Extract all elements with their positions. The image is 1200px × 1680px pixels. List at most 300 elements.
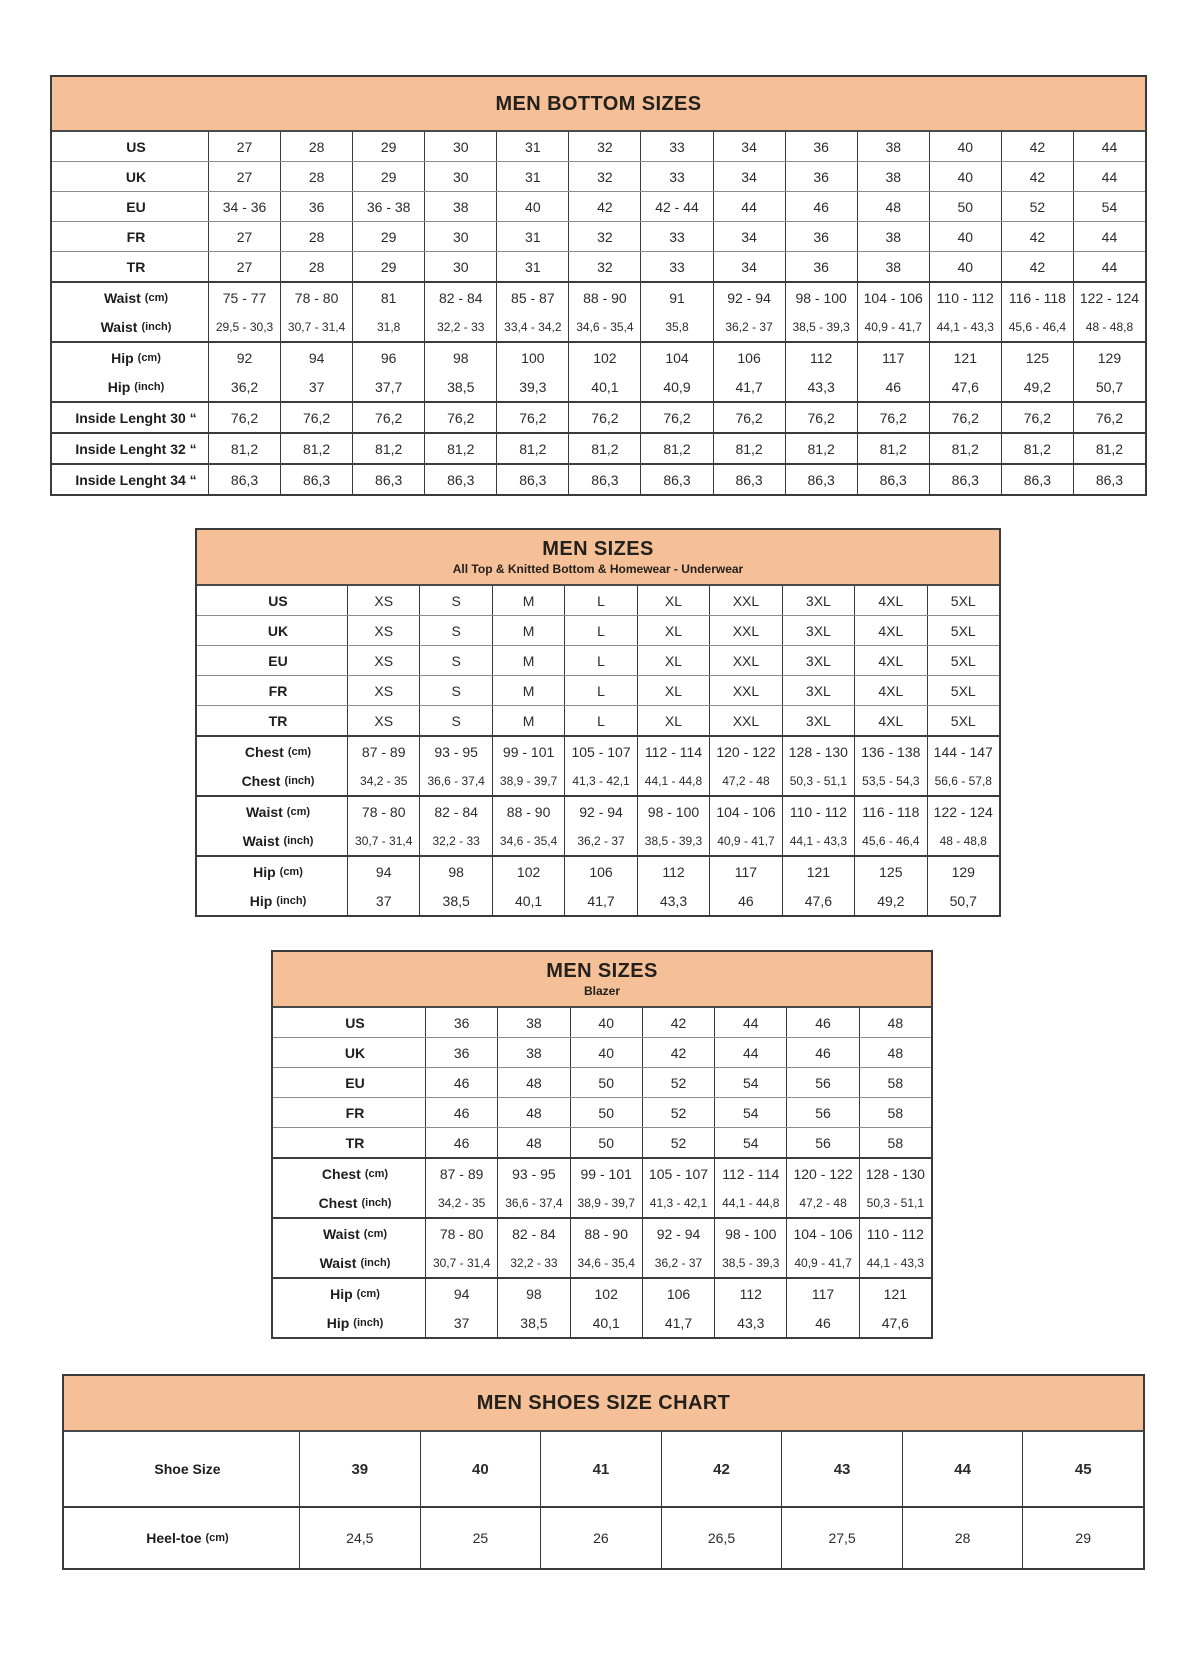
table-cell: 46: [786, 1038, 858, 1067]
row-label-text: EU: [126, 198, 146, 215]
men-shoes-size-chart-header: [64, 1376, 1143, 1432]
table-cell: 34 - 36: [208, 192, 280, 221]
table-cell: 48: [497, 1098, 569, 1127]
table-cell: 88 - 90: [492, 797, 564, 826]
table-cell: 56: [786, 1098, 858, 1127]
table-cell: 46: [857, 372, 929, 401]
table-cell: 86,3: [568, 465, 640, 494]
table-cell: 76,2: [1001, 403, 1073, 432]
row-group: [64, 1432, 1143, 1506]
table-cell: 86,3: [424, 465, 496, 494]
row-label: [52, 222, 208, 251]
men-bottom-sizes-table: [50, 75, 1147, 496]
table-cell: 112 - 114: [714, 1159, 786, 1188]
table-cell: 48 - 48,8: [927, 826, 999, 855]
row-label-text: Waist: [322, 1225, 360, 1242]
table-cell: 42: [1001, 162, 1073, 191]
table-cell: 100: [496, 343, 568, 372]
table-row: [64, 1432, 1143, 1506]
table-cell: 88 - 90: [570, 1219, 642, 1248]
table-cell: 54: [714, 1128, 786, 1157]
table-cell: XXL: [709, 676, 781, 705]
men-sizes-tops-subtitle: All Top & Knitted Bottom & Homewear - Underwear: [452, 562, 744, 576]
table-cell: 40,1: [492, 886, 564, 915]
table-cell: 44: [714, 1038, 786, 1067]
table-cell: 41,7: [713, 372, 785, 401]
row-label-text: Hip: [253, 863, 276, 880]
table-cell: 38: [857, 132, 929, 161]
row-label-text: TR: [268, 712, 288, 729]
table-cell: 76,2: [568, 403, 640, 432]
table-cell: 44,1 - 43,3: [859, 1248, 931, 1277]
row-label: [52, 312, 208, 341]
row-label-unit: (inch): [360, 1256, 391, 1269]
table-cell: 82 - 84: [419, 797, 491, 826]
row-label-text: Waist: [242, 832, 280, 849]
row-label: [64, 1508, 299, 1568]
table-cell: 45: [1022, 1432, 1143, 1506]
table-cell: 45,6 - 46,4: [854, 826, 926, 855]
table-cell: L: [564, 646, 636, 675]
row-label: [52, 372, 208, 401]
table-cell: 28: [280, 222, 352, 251]
men-bottom-sizes-title: MEN BOTTOM SIZES: [495, 92, 702, 115]
table-cell: 44: [1073, 222, 1145, 251]
row-group: [273, 1097, 931, 1127]
table-cell: 78 - 80: [280, 283, 352, 312]
table-row: [52, 343, 1145, 372]
table-row: [52, 403, 1145, 432]
table-cell: 30: [424, 162, 496, 191]
table-cell: M: [492, 676, 564, 705]
table-cell: 99 - 101: [570, 1159, 642, 1188]
row-label-text: Chest: [321, 1165, 361, 1182]
table-cell: 36,2 - 37: [713, 312, 785, 341]
men-sizes-tops-header: [197, 530, 999, 586]
table-cell: 91: [640, 283, 712, 312]
table-cell: 81,2: [424, 434, 496, 463]
table-cell: 76,2: [640, 403, 712, 432]
table-cell: 32,2 - 33: [424, 312, 496, 341]
row-group: [273, 1157, 931, 1217]
table-cell: 99 - 101: [492, 737, 564, 766]
row-label: [273, 1188, 425, 1217]
row-label: [197, 826, 347, 855]
table-cell: 48: [859, 1038, 931, 1067]
table-row: [197, 646, 999, 675]
row-label-unit: (inch): [276, 894, 307, 907]
row-label-text: TR: [345, 1134, 365, 1151]
table-row: [273, 1008, 931, 1037]
table-cell: 40: [929, 162, 1001, 191]
table-cell: XL: [637, 676, 709, 705]
men-sizes-blazer-title: MEN SIZES: [546, 960, 658, 982]
table-cell: 122 - 124: [1073, 283, 1145, 312]
table-cell: 27: [208, 162, 280, 191]
table-cell: 58: [859, 1068, 931, 1097]
row-label-text: Heel-toe: [146, 1530, 202, 1546]
row-group: [197, 705, 999, 735]
row-label-text: UK: [125, 168, 147, 185]
row-label-text: Inside Lenght 30 “: [75, 409, 197, 426]
table-cell: 44: [1073, 162, 1145, 191]
table-cell: 76,2: [352, 403, 424, 432]
table-cell: 38,9 - 39,7: [570, 1188, 642, 1217]
table-row: [273, 1279, 931, 1308]
table-cell: 40: [420, 1432, 541, 1506]
table-cell: 42 - 44: [640, 192, 712, 221]
table-cell: 28: [280, 252, 352, 281]
row-label: [197, 676, 347, 705]
table-cell: 43,3: [637, 886, 709, 915]
table-cell: 50: [929, 192, 1001, 221]
table-cell: 46: [425, 1068, 497, 1097]
row-label-unit: (inch): [353, 1316, 384, 1329]
row-label-text: US: [345, 1014, 365, 1031]
table-cell: 34,2 - 35: [425, 1188, 497, 1217]
table-row: [197, 826, 999, 855]
table-cell: 28: [280, 162, 352, 191]
row-label: [64, 1432, 299, 1506]
table-cell: 4XL: [854, 676, 926, 705]
row-label-text: UK: [267, 622, 289, 639]
table-cell: 3XL: [782, 586, 854, 615]
table-cell: 5XL: [927, 676, 999, 705]
table-cell: 81,2: [352, 434, 424, 463]
table-cell: 82 - 84: [497, 1219, 569, 1248]
table-cell: 40: [570, 1008, 642, 1037]
table-cell: 81,2: [640, 434, 712, 463]
table-cell: 33: [640, 252, 712, 281]
table-cell: L: [564, 616, 636, 645]
table-cell: 26,5: [661, 1508, 782, 1568]
table-cell: 52: [1001, 192, 1073, 221]
table-cell: XXL: [709, 586, 781, 615]
table-cell: 45,6 - 46,4: [1001, 312, 1073, 341]
table-cell: 93 - 95: [419, 737, 491, 766]
table-cell: 53,5 - 54,3: [854, 766, 926, 795]
table-cell: 112: [785, 343, 857, 372]
men-bottom-sizes-header: [52, 77, 1145, 132]
table-cell: 3XL: [782, 646, 854, 675]
table-cell: 46: [786, 1008, 858, 1037]
table-cell: 110 - 112: [782, 797, 854, 826]
table-cell: 44: [714, 1008, 786, 1037]
table-cell: 38,5: [497, 1308, 569, 1337]
row-group: [52, 161, 1145, 191]
table-cell: 104: [640, 343, 712, 372]
table-cell: S: [419, 706, 491, 735]
table-cell: 50,7: [927, 886, 999, 915]
table-cell: 32: [568, 222, 640, 251]
table-row: [197, 586, 999, 615]
table-cell: 40,1: [568, 372, 640, 401]
table-cell: 86,3: [280, 465, 352, 494]
table-cell: M: [492, 586, 564, 615]
row-label-text: Chest: [318, 1194, 358, 1211]
row-label: [197, 706, 347, 735]
table-cell: 29,5 - 30,3: [208, 312, 280, 341]
table-cell: 44: [713, 192, 785, 221]
table-cell: S: [419, 646, 491, 675]
table-cell: 32: [568, 252, 640, 281]
row-label-unit: (cm): [364, 1167, 389, 1180]
table-cell: 43,3: [785, 372, 857, 401]
table-cell: 86,3: [352, 465, 424, 494]
table-cell: 81,2: [280, 434, 352, 463]
row-label-unit: (cm): [137, 351, 161, 364]
table-cell: 116 - 118: [1001, 283, 1073, 312]
table-cell: 36,2: [208, 372, 280, 401]
row-label-unit: (inch): [134, 380, 165, 393]
table-cell: 94: [280, 343, 352, 372]
table-cell: 128 - 130: [782, 737, 854, 766]
table-cell: 76,2: [1073, 403, 1145, 432]
table-cell: 39: [299, 1432, 420, 1506]
table-cell: 41: [540, 1432, 661, 1506]
table-cell: 116 - 118: [854, 797, 926, 826]
row-label: [273, 1068, 425, 1097]
table-cell: 56: [786, 1068, 858, 1097]
row-group: [197, 795, 999, 855]
row-group: [273, 1008, 931, 1037]
table-cell: 144 - 147: [927, 737, 999, 766]
table-row: [197, 857, 999, 886]
row-label-text: Waist: [103, 289, 141, 306]
row-label-text: TR: [126, 258, 146, 275]
row-label-text: EU: [345, 1074, 365, 1091]
table-cell: 41,7: [642, 1308, 714, 1337]
row-label-text: Hip: [111, 349, 134, 366]
table-cell: 50,3 - 51,1: [859, 1188, 931, 1217]
table-cell: 86,3: [1073, 465, 1145, 494]
table-cell: 46: [425, 1098, 497, 1127]
table-cell: M: [492, 616, 564, 645]
table-cell: 40: [570, 1038, 642, 1067]
table-cell: 86,3: [857, 465, 929, 494]
table-cell: 54: [1073, 192, 1145, 221]
table-cell: 38: [857, 252, 929, 281]
table-cell: 122 - 124: [927, 797, 999, 826]
table-cell: 29: [1022, 1508, 1143, 1568]
table-cell: 34: [713, 132, 785, 161]
table-cell: 34: [713, 252, 785, 281]
table-cell: 41,3 - 42,1: [564, 766, 636, 795]
table-cell: 106: [564, 857, 636, 886]
table-cell: 40,1: [570, 1308, 642, 1337]
table-cell: 38: [857, 222, 929, 251]
table-cell: 37: [425, 1308, 497, 1337]
table-cell: 38,5: [424, 372, 496, 401]
table-cell: 40: [496, 192, 568, 221]
table-cell: 56: [786, 1128, 858, 1157]
table-cell: 47,2 - 48: [709, 766, 781, 795]
table-row: [52, 465, 1145, 494]
row-label-text: Inside Lenght 32 “: [75, 440, 197, 457]
table-cell: 85 - 87: [496, 283, 568, 312]
table-cell: 40: [929, 222, 1001, 251]
table-cell: 34,2 - 35: [347, 766, 419, 795]
row-group: [197, 615, 999, 645]
table-cell: 38,5 - 39,3: [637, 826, 709, 855]
table-row: [273, 1098, 931, 1127]
table-cell: 40: [929, 252, 1001, 281]
table-cell: 36: [785, 222, 857, 251]
row-label: [273, 1279, 425, 1308]
row-label-unit: (inch): [361, 1196, 392, 1209]
table-cell: 81,2: [857, 434, 929, 463]
table-cell: 87 - 89: [347, 737, 419, 766]
table-cell: 5XL: [927, 616, 999, 645]
table-cell: 86,3: [208, 465, 280, 494]
table-cell: 40,9 - 41,7: [857, 312, 929, 341]
table-cell: 5XL: [927, 706, 999, 735]
table-cell: 54: [714, 1068, 786, 1097]
men-shoes-size-chart-title: MEN SHOES SIZE CHART: [476, 1392, 731, 1414]
table-cell: 54: [714, 1098, 786, 1127]
table-cell: 98 - 100: [785, 283, 857, 312]
table-cell: 98 - 100: [637, 797, 709, 826]
row-label-text: US: [268, 592, 288, 609]
table-cell: 94: [425, 1279, 497, 1308]
row-label: [273, 1248, 425, 1277]
table-cell: 92 - 94: [564, 797, 636, 826]
table-cell: 112: [637, 857, 709, 886]
table-cell: 48: [497, 1068, 569, 1097]
table-cell: 27: [208, 132, 280, 161]
table-row: [197, 676, 999, 705]
table-cell: 136 - 138: [854, 737, 926, 766]
table-cell: 36 - 38: [352, 192, 424, 221]
table-cell: 38,5 - 39,3: [714, 1248, 786, 1277]
row-group: [273, 1067, 931, 1097]
table-cell: 40,9 - 41,7: [786, 1248, 858, 1277]
row-label-text: US: [126, 138, 146, 155]
table-cell: 78 - 80: [347, 797, 419, 826]
table-cell: 86,3: [1001, 465, 1073, 494]
table-row: [197, 616, 999, 645]
table-cell: 50: [570, 1098, 642, 1127]
table-row: [273, 1219, 931, 1248]
table-cell: 36: [280, 192, 352, 221]
table-cell: 27: [208, 222, 280, 251]
table-cell: 27: [208, 252, 280, 281]
table-cell: XL: [637, 586, 709, 615]
row-label: [52, 465, 208, 494]
table-row: [52, 162, 1145, 191]
row-label-text: UK: [344, 1044, 366, 1061]
table-cell: 33: [640, 132, 712, 161]
row-label-unit: (cm): [287, 745, 312, 758]
table-cell: 87 - 89: [425, 1159, 497, 1188]
row-label: [197, 886, 347, 915]
table-cell: XS: [347, 676, 419, 705]
row-label-unit: (cm): [363, 1227, 388, 1240]
table-cell: 50,3 - 51,1: [782, 766, 854, 795]
row-label: [273, 1038, 425, 1067]
row-label: [273, 1219, 425, 1248]
row-label: [52, 403, 208, 432]
table-cell: 32: [568, 132, 640, 161]
table-cell: XS: [347, 586, 419, 615]
table-cell: 37,7: [352, 372, 424, 401]
row-group: [273, 1277, 931, 1337]
table-cell: 3XL: [782, 616, 854, 645]
table-cell: 81,2: [785, 434, 857, 463]
row-label-text: FR: [268, 682, 288, 699]
table-cell: 96: [352, 343, 424, 372]
table-cell: M: [492, 706, 564, 735]
table-cell: XL: [637, 646, 709, 675]
table-cell: 98: [497, 1279, 569, 1308]
table-cell: 110 - 112: [859, 1219, 931, 1248]
table-cell: 5XL: [927, 646, 999, 675]
table-cell: 34,6 - 35,4: [570, 1248, 642, 1277]
table-cell: 49,2: [854, 886, 926, 915]
table-cell: 86,3: [785, 465, 857, 494]
table-cell: 4XL: [854, 586, 926, 615]
table-cell: 40,9 - 41,7: [709, 826, 781, 855]
table-cell: 43: [781, 1432, 902, 1506]
table-row: [273, 1038, 931, 1067]
table-cell: 24,5: [299, 1508, 420, 1568]
table-cell: XS: [347, 706, 419, 735]
table-cell: 121: [859, 1279, 931, 1308]
table-cell: 102: [568, 343, 640, 372]
row-label-text: EU: [268, 652, 288, 669]
men-sizes-tops-table: [195, 528, 1001, 917]
table-cell: 104 - 106: [786, 1219, 858, 1248]
row-label: [273, 1098, 425, 1127]
row-label-unit: (cm): [205, 1532, 229, 1544]
table-cell: 58: [859, 1128, 931, 1157]
table-cell: 38: [497, 1008, 569, 1037]
table-cell: 117: [786, 1279, 858, 1308]
table-cell: 31: [496, 222, 568, 251]
table-cell: 82 - 84: [424, 283, 496, 312]
table-cell: 129: [1073, 343, 1145, 372]
table-cell: 31: [496, 132, 568, 161]
table-cell: 76,2: [857, 403, 929, 432]
table-cell: 129: [927, 857, 999, 886]
table-row: [52, 434, 1145, 463]
table-cell: 76,2: [280, 403, 352, 432]
row-label-text: Chest: [244, 743, 284, 760]
table-cell: 81,2: [929, 434, 1001, 463]
row-group: [52, 251, 1145, 281]
table-cell: 104 - 106: [709, 797, 781, 826]
table-cell: 41,7: [564, 886, 636, 915]
row-label-unit: (inch): [284, 774, 315, 787]
table-cell: 42: [661, 1432, 782, 1506]
table-cell: 28: [280, 132, 352, 161]
table-cell: L: [564, 586, 636, 615]
table-row: [273, 1248, 931, 1277]
row-group: [273, 1217, 931, 1277]
row-label-unit: (inch): [141, 320, 172, 333]
table-cell: 50: [570, 1128, 642, 1157]
row-label-text: Hip: [249, 892, 273, 909]
table-cell: 36: [785, 252, 857, 281]
table-cell: 5XL: [927, 586, 999, 615]
table-row: [197, 797, 999, 826]
table-cell: 50: [570, 1068, 642, 1097]
table-cell: 44,1 - 44,8: [637, 766, 709, 795]
row-group: [273, 1127, 931, 1157]
table-row: [52, 192, 1145, 221]
row-group: [197, 586, 999, 615]
table-cell: 3XL: [782, 706, 854, 735]
